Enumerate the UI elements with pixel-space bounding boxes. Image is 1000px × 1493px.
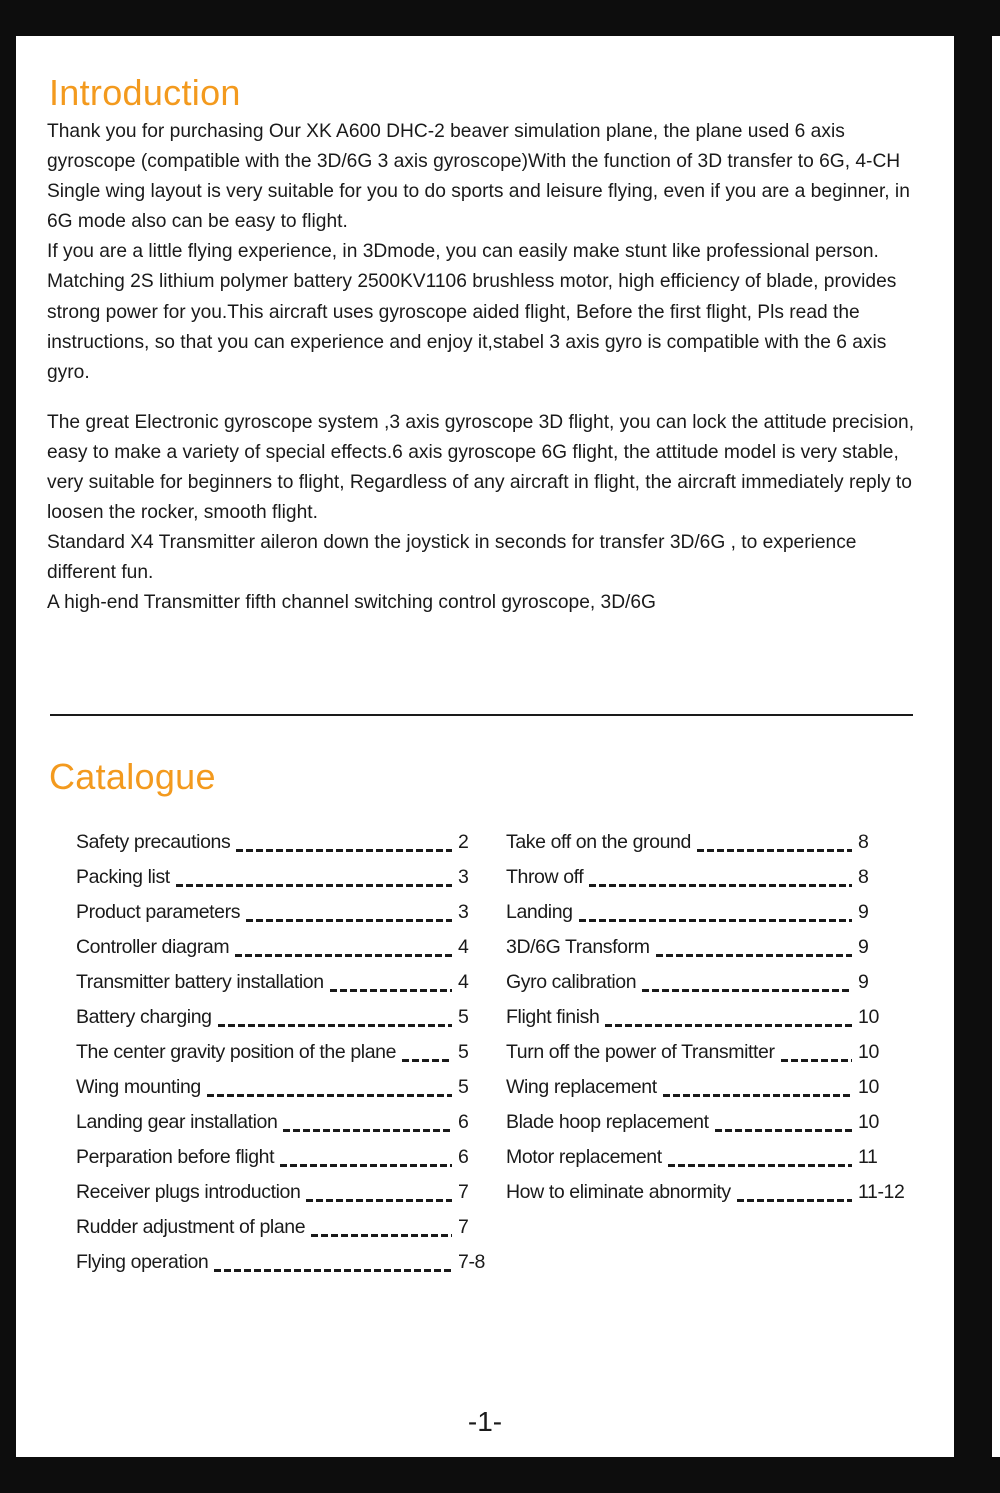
intro-paragraph: A high-end Transmitter fifth channel switching control gyroscope, 3D/6G — [47, 592, 656, 614]
catalogue-entry — [76, 831, 488, 866]
catalogue-entry — [506, 901, 912, 936]
catalogue-entry-title: Landing gear installation — [76, 1111, 278, 1133]
dash-leader — [214, 1269, 452, 1272]
catalogue-right-column — [506, 831, 912, 1216]
dash-leader — [605, 1024, 852, 1027]
catalogue-entry-title: Blade hoop replacement — [506, 1111, 709, 1133]
catalogue-entry — [76, 1111, 488, 1146]
catalogue-entry-title: Transmitter battery installation — [76, 971, 324, 993]
catalogue-entry — [506, 1041, 912, 1076]
catalogue-entry-title: Packing list — [76, 866, 170, 888]
catalogue-entry-title: Product parameters — [76, 901, 241, 923]
intro-paragraph: Matching 2S lithium polymer battery 2500KV1106 brushless motor, high efficiency of blade, provides strong power for you.This aircraft uses gyroscope aided flight, Before the first flight, Pls read the instructions, so that you can experience and enjoy it,stabel 3 axis gyro is compatible with the 6 axis gyro. — [47, 271, 897, 383]
dash-leader — [218, 1024, 452, 1027]
catalogue-entry-page: 11-12 — [858, 1181, 905, 1203]
catalogue-entry-page: 2 — [458, 831, 469, 853]
introduction-heading: Introduction — [49, 72, 241, 113]
catalogue-entry-page: 7-8 — [458, 1251, 485, 1273]
catalogue-entry-title: Receiver plugs introduction — [76, 1181, 301, 1203]
catalogue-entry — [76, 866, 488, 901]
dash-leader — [280, 1164, 452, 1167]
page-number: -1- — [467, 1406, 503, 1437]
manual-page — [16, 36, 954, 1457]
catalogue-entry-page: 4 — [458, 971, 469, 993]
dash-leader — [715, 1129, 852, 1132]
catalogue-entry — [76, 1076, 488, 1111]
catalogue-entry — [506, 1181, 912, 1216]
dash-leader — [656, 954, 852, 957]
catalogue-entry-title: Perparation before flight — [76, 1146, 275, 1168]
catalogue-entry-title: The center gravity position of the plane — [76, 1041, 397, 1063]
catalogue-entry — [76, 971, 488, 1006]
catalogue-entry-page: 4 — [458, 936, 469, 958]
dash-leader — [236, 849, 452, 852]
catalogue-entry-title: Take off on the ground — [506, 831, 691, 853]
catalogue-entry — [76, 1251, 488, 1286]
catalogue-entry-page: 11 — [858, 1146, 878, 1168]
dash-leader — [207, 1094, 452, 1097]
catalogue-entry-title: Controller diagram — [76, 936, 230, 958]
dash-leader — [781, 1059, 852, 1062]
catalogue-entry-title: Gyro calibration — [506, 971, 637, 993]
catalogue-entry-title: Rudder adjustment of plane — [76, 1216, 306, 1238]
catalogue-entry-page: 9 — [858, 936, 869, 958]
dash-leader — [176, 884, 452, 887]
catalogue-entry-title: Flying operation — [76, 1251, 209, 1273]
catalogue-entry — [76, 901, 488, 936]
dash-leader — [235, 954, 452, 957]
catalogue-heading: Catalogue — [49, 756, 216, 797]
catalogue-entry-page: 7 — [458, 1216, 469, 1238]
catalogue-entry-title: Wing mounting — [76, 1076, 201, 1098]
dash-leader — [246, 919, 452, 922]
catalogue-entry-page: 3 — [458, 866, 469, 888]
dash-leader — [663, 1094, 852, 1097]
catalogue-entry-title: Flight finish — [506, 1006, 600, 1028]
catalogue-entry-page: 6 — [458, 1146, 469, 1168]
catalogue-entry-page: 9 — [858, 901, 869, 923]
dash-leader — [402, 1059, 452, 1062]
catalogue-entry-title: Turn off the power of Transmitter — [506, 1041, 775, 1063]
catalogue-entry-page: 6 — [458, 1111, 469, 1133]
intro-paragraph: If you are a little flying experience, in 3Dmode, you can easily make stunt like professional person. — [47, 241, 879, 263]
catalogue-entry-title: Battery charging — [76, 1006, 212, 1028]
catalogue-entry — [506, 1076, 912, 1111]
catalogue-entry-page: 5 — [458, 1076, 469, 1098]
catalogue-entry — [76, 1006, 488, 1041]
catalogue-entry-page: 9 — [858, 971, 869, 993]
catalogue-entry-page: 3 — [458, 901, 469, 923]
catalogue-entry-page: 5 — [458, 1006, 469, 1028]
catalogue-entry-page: 8 — [858, 866, 869, 888]
catalogue-entry-title: Throw off — [506, 866, 584, 888]
catalogue-entry — [506, 1146, 912, 1181]
dash-leader — [283, 1129, 452, 1132]
catalogue-entry-page: 8 — [858, 831, 869, 853]
catalogue-entry — [506, 971, 912, 1006]
dash-leader — [642, 989, 852, 992]
dash-leader — [668, 1164, 852, 1167]
dash-leader — [697, 849, 852, 852]
catalogue-entry-title: Motor replacement — [506, 1146, 662, 1168]
introduction-body — [47, 117, 927, 619]
intro-paragraph: Thank you for purchasing Our XK A600 DHC-2 beaver simulation plane, the plane used 6 axis gyroscope (compatible with the 3D/6G 3 axis gyroscope)With the function of 3D transfer to 6G, 4-CH Single wing layout is very suitable for you to do sports and leisure flying, even if you are a beginner, in 6G mode also can be easy to flight. — [47, 121, 910, 233]
catalogue-entry-page: 10 — [858, 1006, 879, 1028]
intro-paragraph: The great Electronic gyroscope system ,3 axis gyroscope 3D flight, you can lock the attitude precision, easy to make a variety of special effects.6 axis gyroscope 6G flight, the attitude model is very stable, very suitable for beginners to flight, Regardless of any aircraft in flight, the aircraft immediately reply to loosen the rocker, smooth flight. — [47, 411, 915, 524]
intro-paragraph: Standard X4 Transmitter aileron down the joystick in seconds for transfer 3D/6G , to experience different fun. — [47, 532, 857, 584]
catalogue-entry — [76, 1041, 488, 1076]
catalogue-entry — [506, 831, 912, 866]
catalogue-entry — [76, 1146, 488, 1181]
catalogue-entry-title: Landing — [506, 901, 573, 923]
dash-leader — [306, 1199, 452, 1202]
catalogue-entry — [506, 1111, 912, 1146]
catalogue-entry — [76, 936, 488, 971]
dash-leader — [579, 919, 852, 922]
dash-leader — [737, 1199, 852, 1202]
catalogue-entry-title: Wing replacement — [506, 1076, 657, 1098]
dash-leader — [311, 1234, 452, 1237]
catalogue-entry-page: 10 — [858, 1111, 879, 1133]
catalogue-entry-page: 5 — [458, 1041, 469, 1063]
catalogue-entry-page: 10 — [858, 1076, 879, 1098]
dash-leader — [330, 989, 452, 992]
catalogue-left-column — [76, 831, 488, 1286]
section-divider — [50, 714, 913, 716]
catalogue-entry — [76, 1216, 488, 1251]
catalogue-entry — [506, 1006, 912, 1041]
catalogue-entry — [76, 1181, 488, 1216]
catalogue-entry-page: 7 — [458, 1181, 469, 1203]
catalogue-entry-title: How to eliminate abnormity — [506, 1181, 731, 1203]
catalogue-entry — [506, 936, 912, 971]
catalogue-entry-title: 3D/6G Transform — [506, 936, 650, 958]
catalogue-entry — [506, 866, 912, 901]
dash-leader — [589, 884, 852, 887]
catalogue-entry-page: 10 — [858, 1041, 879, 1063]
page-edge-strip — [992, 36, 1000, 1457]
catalogue-entry-title: Safety precautions — [76, 831, 231, 853]
